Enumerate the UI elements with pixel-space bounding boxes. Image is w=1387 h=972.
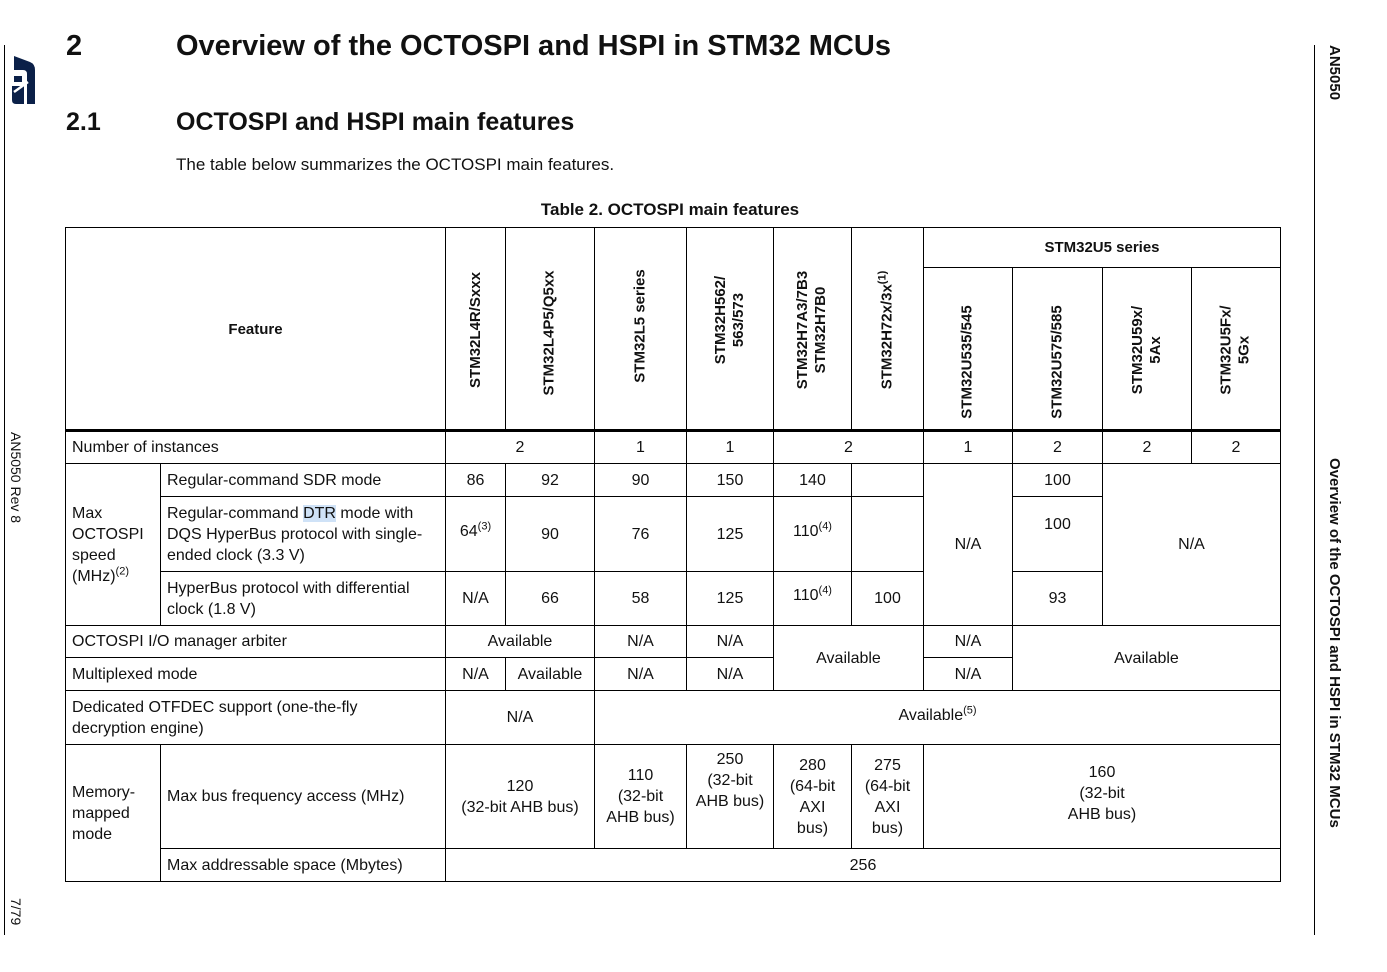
row-instances-label: [65, 431, 446, 464]
bus-freq-h5: [686, 744, 774, 849]
instances-u575-value: 2: [1053, 439, 1062, 456]
io-manager-l5: [594, 625, 687, 658]
io-manager-l4: [445, 625, 595, 658]
intro-paragraph: The table below summarizes the OCTOSPI main features.: [176, 155, 615, 174]
bus-freq-h72x-bus-3: bus): [871, 819, 904, 837]
otfdec-l4: [445, 690, 595, 745]
bus-freq-label: [160, 744, 446, 849]
left-margin-rule: [4, 45, 5, 935]
sdr-u575-value: 100: [1044, 471, 1071, 489]
sdr-h7a3: [773, 463, 852, 497]
col-u59-label-2: 5Ax: [1147, 335, 1164, 364]
col-h72x-label-text: STM32H72x/3x: [878, 283, 896, 389]
otfdec-label-text: Dedicated OTFDEC support (one-the-fly decryption engine): [72, 698, 358, 737]
col-u5f-label-1: STM32U5Fx/: [1218, 304, 1236, 395]
bus-freq-u5: [923, 744, 1281, 849]
multiplexed-l4r: [445, 657, 506, 691]
multiplexed-l5-value: N/A: [627, 665, 654, 683]
col-h5-label-1: STM32H562/: [712, 275, 729, 364]
bus-freq-h7a3-bus-2: AXI: [799, 798, 826, 816]
header-col-u575: [1012, 267, 1103, 432]
bus-freq-l5-mhz: 110: [627, 767, 654, 784]
io-mux-h7: [773, 625, 924, 691]
dtr-h7a3-footnote: (4): [818, 520, 832, 533]
bus-freq-h5-bus-1: (32-bit: [707, 772, 753, 789]
multiplexed-l5: [594, 657, 687, 691]
sdr-h5-value: 150: [716, 471, 744, 489]
bus-freq-u5-bus-1: (32-bit: [1079, 785, 1125, 802]
dtr-l4r-value: [460, 521, 491, 542]
instances-u535: [923, 431, 1013, 464]
instances-l4-value: 2: [515, 439, 525, 456]
dtr-h7a3: [773, 496, 852, 572]
dtr-l4p5-value: 90: [541, 525, 559, 543]
dtr-l5: [594, 496, 687, 572]
hyperbus-l5: [594, 571, 687, 626]
sdr-l4p5-value: 92: [541, 471, 559, 489]
hyperbus-h7a3: [773, 571, 852, 626]
max-speed-u59-u5f-value: N/A: [1178, 536, 1205, 553]
section-number: 2: [66, 30, 83, 62]
bus-freq-h7a3-bus-3: bus): [796, 819, 829, 837]
io-manager-h5-value: N/A: [716, 633, 744, 650]
bus-freq-h7a3: [773, 744, 852, 849]
sdr-l4r-value: 86: [466, 471, 485, 489]
instances-h5-value: 1: [725, 439, 735, 456]
hyperbus-diff-label: [160, 571, 446, 626]
sdr-label-text: Regular-command SDR mode: [167, 471, 382, 489]
instances-u535-value: 1: [963, 439, 973, 456]
addressable-label: [160, 848, 446, 882]
hyperbus-h5: [686, 571, 774, 626]
header-col-l5: [594, 227, 687, 432]
io-manager-label: [65, 625, 446, 658]
max-speed-label-4: (MHz): [72, 567, 116, 585]
addressable-value-text: 256: [849, 856, 877, 874]
header-col-h72x: [851, 227, 924, 432]
sdr-l5: [594, 463, 687, 497]
dtr-label-text: [167, 503, 445, 566]
col-l5-label: STM32L5 series: [631, 268, 649, 383]
bus-freq-u5-mhz: 160: [1088, 764, 1116, 781]
dtr-l4p5: [505, 496, 595, 572]
sdr-h72x: [851, 463, 924, 497]
instances-u5f-value: 2: [1231, 439, 1241, 456]
dtr-l4r-footnote: (3): [477, 520, 492, 533]
sdr-label: [160, 463, 446, 497]
col-l4p5-label: STM32L4P5/Q5xx: [541, 269, 558, 396]
dtr-h7a3-value: [793, 521, 832, 542]
bus-freq-l5: [594, 744, 687, 849]
col-h72x-footnote: (1): [876, 270, 889, 284]
hyperbus-h72x: [851, 571, 924, 626]
hyperbus-u575-value: 93: [1048, 590, 1067, 607]
max-speed-label-2: OCTOSPI: [72, 525, 144, 543]
instances-u5f: [1191, 431, 1281, 464]
bus-freq-h72x-mhz: 275: [874, 756, 901, 774]
bus-freq-h7a3-value: [790, 755, 835, 839]
max-speed-label-3: speed: [72, 546, 116, 564]
memory-mapped-label-text: Memory-mapped mode: [72, 783, 136, 843]
dtr-u575-value: 100: [1044, 515, 1071, 533]
io-mux-u5-rest: [1012, 625, 1281, 691]
max-speed-group-label: [65, 463, 161, 626]
hyperbus-l4p5-value: 66: [541, 590, 559, 607]
sdr-u575: [1012, 463, 1103, 497]
bus-freq-l4-mhz: 120: [506, 777, 534, 795]
header-feature-text: Feature: [228, 321, 283, 338]
bus-freq-h72x-bus-1: (64-bit: [864, 777, 911, 795]
hyperbus-h7a3-footnote: (4): [818, 584, 832, 597]
bus-freq-h5-bus-2: AHB bus): [695, 793, 765, 810]
io-manager-u535: [923, 625, 1013, 658]
header-col-h5: [686, 227, 774, 432]
otfdec-l4-value: N/A: [506, 709, 534, 726]
hyperbus-h5-value: 125: [716, 590, 744, 607]
instances-l5-value: 1: [636, 439, 645, 456]
hyperbus-l4p5: [505, 571, 595, 626]
max-speed-u535-value: N/A: [954, 536, 982, 553]
bus-freq-l5-bus-2: AHB bus): [606, 809, 675, 826]
running-section-title: Overview of the OCTOSPI and HSPI in STM32 MCUs: [1326, 458, 1343, 828]
bus-freq-l5-bus-1: (32-bit: [617, 788, 664, 805]
dtr-l5-value: 76: [631, 525, 650, 543]
addressable-value: [445, 848, 1281, 882]
multiplexed-label-text: Multiplexed mode: [72, 665, 198, 683]
dtr-h72x: [851, 496, 924, 572]
instances-u575: [1012, 431, 1103, 464]
bus-freq-l4-bus: (32-bit AHB bus): [461, 798, 579, 816]
bus-freq-l4: [445, 744, 595, 849]
io-manager-l5-value: N/A: [627, 633, 654, 650]
multiplexed-u535-value: N/A: [954, 665, 982, 683]
dtr-label-post: mode with DQS HyperBus protocol with single-ended clock (3.3 V): [167, 504, 423, 564]
multiplexed-label: [65, 657, 446, 691]
header-col-u59: [1102, 267, 1192, 432]
header-group-u5: [923, 227, 1281, 268]
bus-freq-h5-value: [696, 749, 764, 812]
bus-freq-h7a3-mhz: 280: [799, 756, 826, 774]
bus-freq-h7a3-bus-1: (64-bit: [789, 777, 836, 795]
instances-h7: [773, 431, 924, 464]
instances-label-text: Number of instances: [72, 439, 219, 456]
col-h7a3-label-1: STM32H7A3/7B3: [794, 270, 812, 389]
instances-h7-value: 2: [844, 439, 853, 456]
section-title: Overview of the OCTOSPI and HSPI in STM32 MCUs: [176, 30, 891, 62]
multiplexed-u535: [923, 657, 1013, 691]
instances-u59-value: 2: [1142, 439, 1152, 456]
col-h72x-label: [876, 270, 897, 389]
header-feature: [65, 227, 446, 432]
doc-revision-label: AN5050 Rev 8: [8, 432, 24, 524]
col-h5-label-2: 563/573: [730, 292, 747, 347]
page-number-label: 7/79: [8, 898, 24, 926]
hyperbus-h72x-value: 100: [874, 590, 901, 607]
multiplexed-h5-value: N/A: [716, 665, 744, 683]
io-manager-u535-value: N/A: [954, 633, 982, 650]
hyperbus-diff-label-text: HyperBus protocol with differential clock (1.8 V): [167, 579, 410, 618]
bus-freq-h72x-value: [865, 755, 910, 839]
dtr-label-pre: Regular-command: [167, 504, 304, 522]
multiplexed-l4p5: [505, 657, 595, 691]
col-h7a3-label-2: STM32H7B0: [812, 286, 830, 373]
io-mux-u5-rest-value: Available: [1114, 649, 1179, 667]
subsection-number: 2.1: [66, 108, 101, 136]
instances-l5: [594, 431, 687, 464]
hyperbus-l5-value: 58: [631, 590, 650, 607]
instances-u59: [1102, 431, 1192, 464]
dtr-h5-value: 125: [716, 525, 744, 543]
dtr-selected-text[interactable]: DTR: [303, 504, 336, 522]
dtr-h7a3-number: 110: [793, 522, 819, 540]
col-u535-label: STM32U535/545: [959, 304, 976, 419]
instances-l4: [445, 431, 595, 464]
multiplexed-h5: [686, 657, 774, 691]
io-manager-h5: [686, 625, 774, 658]
sdr-l4r: [445, 463, 506, 497]
hyperbus-h7a3-value: [793, 585, 832, 606]
right-margin-rule: [1314, 45, 1315, 935]
group-u5-label: STM32U5 series: [1044, 239, 1160, 256]
header-col-l4r: [445, 227, 506, 432]
otfdec-rest-value: [898, 705, 976, 726]
sdr-h7a3-value: 140: [799, 471, 826, 489]
io-manager-label-text: OCTOSPI I/O manager arbiter: [72, 633, 287, 650]
dtr-l4r: [445, 496, 506, 572]
col-u5f-label-2: 5Gx: [1236, 335, 1254, 364]
hyperbus-u575: [1012, 571, 1103, 626]
bus-freq-h5-mhz: 250: [716, 751, 744, 768]
io-mux-h7-value: Available: [816, 649, 881, 667]
header-col-h7a3: [773, 227, 852, 432]
hyperbus-h7a3-number: 110: [793, 587, 819, 604]
bus-freq-label-text: Max bus frequency access (MHz): [167, 788, 405, 805]
max-speed-label-1: Max: [72, 504, 103, 522]
otfdec-rest-text: Available: [898, 707, 964, 724]
dtr-label: [160, 496, 446, 572]
multiplexed-l4r-value: N/A: [462, 665, 489, 683]
addressable-label-text: Max addressable space (Mbytes): [167, 856, 403, 874]
bus-freq-l4-value: [461, 776, 578, 818]
multiplexed-l4p5-value: Available: [517, 665, 583, 683]
otfdec-label: [65, 690, 446, 745]
table-caption: [0, 200, 1340, 220]
instances-h5: [686, 431, 774, 464]
bus-freq-l5-value: [606, 765, 674, 828]
table-caption-text: Table 2. OCTOSPI main features: [540, 200, 800, 219]
max-speed-u59-u5f: [1102, 463, 1281, 626]
header-col-l4p5: [505, 227, 595, 432]
subsection-title: OCTOSPI and HSPI main features: [176, 108, 575, 136]
otfdec-rest: [594, 690, 1281, 745]
hyperbus-l4r-value: N/A: [462, 590, 489, 607]
bus-freq-u5-value: [1068, 762, 1136, 825]
header-col-u535: [923, 267, 1013, 432]
sdr-l4p5: [505, 463, 595, 497]
bus-freq-h72x: [851, 744, 924, 849]
bus-freq-h72x-bus-2: AXI: [874, 798, 901, 816]
otfdec-footnote: (5): [963, 704, 977, 717]
memory-mapped-group-label: [65, 744, 161, 882]
st-logo-icon: [8, 52, 40, 108]
max-speed-u535: [923, 463, 1013, 626]
sdr-h5: [686, 463, 774, 497]
dtr-l4r-number: 64: [459, 522, 478, 540]
col-u575-label: STM32U575/585: [1048, 304, 1066, 419]
dtr-u575: [1012, 496, 1103, 572]
io-manager-l4-value: Available: [487, 633, 553, 650]
header-col-u5f: [1191, 267, 1281, 432]
hyperbus-l4r: [445, 571, 506, 626]
dtr-h5: [686, 496, 774, 572]
doc-id-label: AN5050: [1326, 45, 1343, 101]
max-speed-footnote: (2): [115, 565, 129, 578]
col-u59-label-1: STM32U59x/: [1129, 305, 1146, 394]
sdr-l5-value: 90: [631, 471, 650, 489]
col-l4r-label: STM32L4R/Sxxx: [466, 271, 484, 388]
bus-freq-u5-bus-2: AHB bus): [1067, 806, 1137, 823]
